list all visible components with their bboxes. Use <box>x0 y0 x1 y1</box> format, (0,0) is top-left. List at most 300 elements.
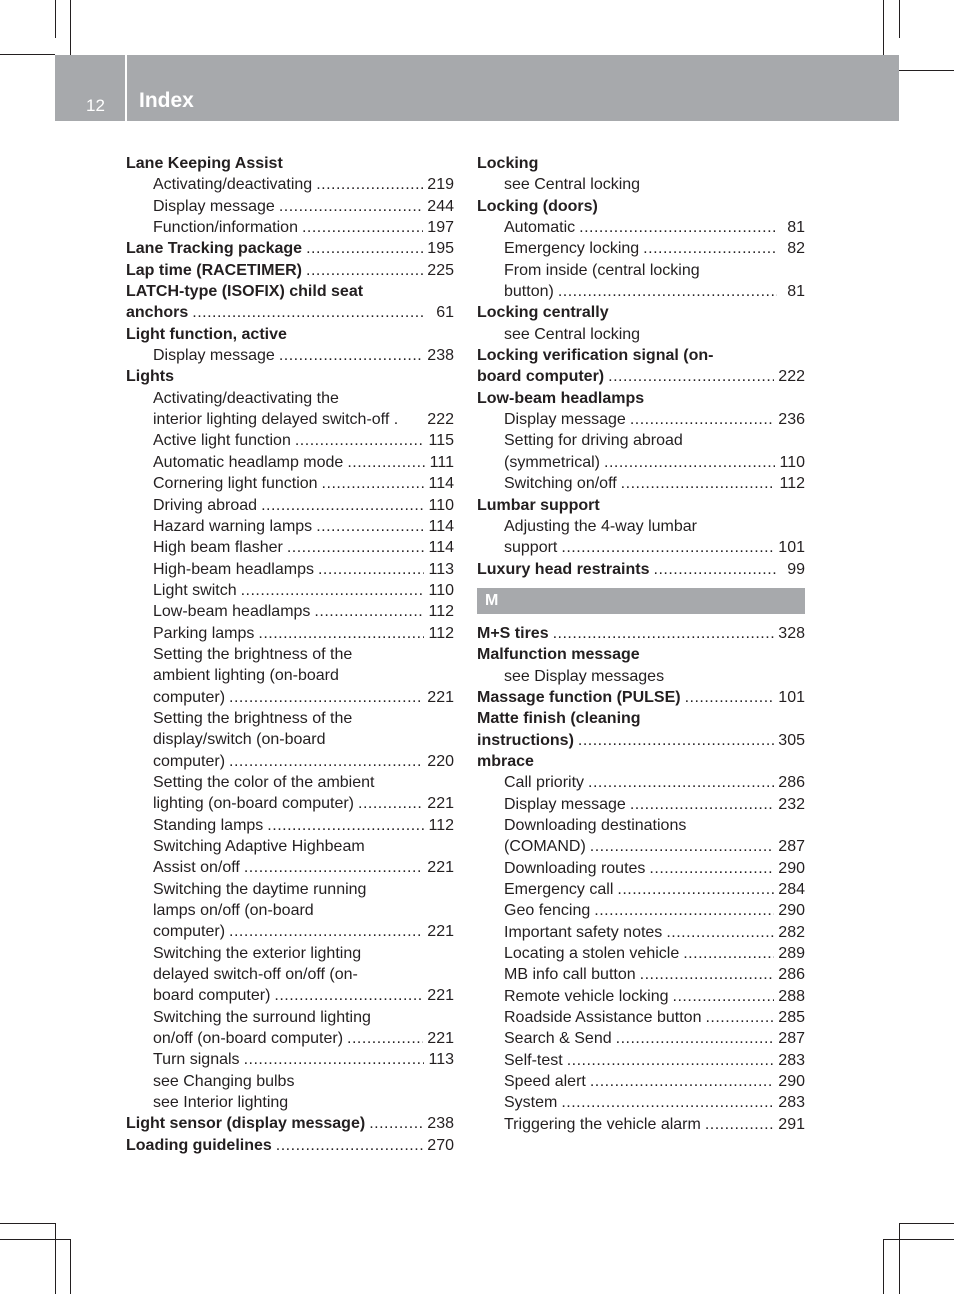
entry-text: mbrace <box>477 752 534 770</box>
page-reference: 305 <box>778 731 805 749</box>
entry-text: Standing lamps <box>153 816 264 834</box>
crop-mark <box>899 1223 954 1224</box>
index-entry <box>126 1113 454 1134</box>
index-entry <box>477 153 805 174</box>
entry-text: Display message <box>153 197 275 215</box>
index-entry <box>126 153 454 174</box>
entry-text: Automatic <box>504 219 576 237</box>
entry-text: board computer) <box>477 368 605 386</box>
page-reference: 195 <box>427 240 454 258</box>
dot-leader <box>567 1050 775 1071</box>
entry-text: Massage function (PULSE) <box>477 688 681 706</box>
dot-leader <box>630 794 774 815</box>
page-reference: 112 <box>779 475 805 493</box>
index-entry <box>477 345 805 366</box>
entry-text: Roadside Assistance button <box>504 1009 702 1027</box>
dot-leader <box>244 857 423 878</box>
index-subentry <box>126 559 454 580</box>
entry-text: display/switch (on-board <box>153 731 326 749</box>
index-subentry <box>126 409 454 430</box>
index-subentry <box>126 174 454 195</box>
page-reference: 286 <box>778 966 805 984</box>
index-subentry <box>126 1007 454 1028</box>
page-reference: 113 <box>428 560 454 578</box>
index-subentry <box>126 985 454 1006</box>
entry-text: Locking (doors) <box>477 197 598 215</box>
index-subentry <box>126 857 454 878</box>
index-entry <box>126 281 454 302</box>
index-subentry <box>477 922 805 943</box>
dot-leader <box>683 943 774 964</box>
page-reference: 221 <box>427 795 454 813</box>
index-subentry <box>126 772 454 793</box>
index-subentry <box>126 879 454 900</box>
page-reference: 114 <box>428 539 454 557</box>
dot-leader <box>666 922 774 943</box>
dot-leader <box>630 409 774 430</box>
page-reference: 221 <box>427 859 454 877</box>
index-entry <box>477 644 805 665</box>
entry-text: support <box>504 539 558 557</box>
entry-text: Automatic headlamp mode <box>153 453 344 471</box>
index-entry <box>477 708 805 729</box>
page-reference: 270 <box>427 1136 454 1154</box>
dot-leader <box>617 879 774 900</box>
index-entry <box>126 302 454 323</box>
entry-text: Lights <box>126 368 174 386</box>
dot-leader <box>279 345 423 366</box>
dot-leader <box>316 516 424 537</box>
page-reference: 111 <box>429 453 454 471</box>
entry-text: Activating/deactivating <box>153 176 313 194</box>
entry-text: Malfunction message <box>477 646 640 664</box>
dot-leader <box>322 473 425 494</box>
page-reference: 284 <box>778 881 805 898</box>
page-reference: 221 <box>427 923 454 941</box>
index-entry <box>126 260 454 281</box>
index-subentry <box>126 430 454 451</box>
page-reference: 110 <box>428 581 454 599</box>
entry-text: Lap time (RACETIMER) <box>126 261 302 279</box>
crop-mark <box>0 54 55 55</box>
entry-text: Parking lamps <box>153 624 255 642</box>
index-entry <box>477 495 805 516</box>
dot-leader <box>267 815 424 836</box>
index-subentry <box>477 452 805 473</box>
dot-leader <box>643 238 777 259</box>
index-subentry <box>126 452 454 473</box>
page-reference: 288 <box>778 987 805 1005</box>
page-reference: 101 <box>778 539 805 557</box>
dot-leader <box>558 281 777 302</box>
dot-leader <box>295 430 425 451</box>
index-subentry <box>126 943 454 964</box>
dot-leader <box>244 1049 425 1070</box>
dot-leader <box>229 687 423 708</box>
entry-text: Downloading destinations <box>504 816 687 834</box>
entry-text: delayed switch-off on/off (on- <box>153 966 358 984</box>
index-subentry <box>126 388 454 409</box>
index-subentry <box>477 1028 805 1049</box>
page-reference: 291 <box>778 1115 805 1133</box>
page-reference: 219 <box>427 176 454 194</box>
crop-mark <box>883 1240 884 1294</box>
page-reference: 290 <box>778 859 805 877</box>
dot-leader <box>229 751 423 772</box>
page-reference: 112 <box>428 603 454 621</box>
dot-leader <box>347 452 425 473</box>
entry-text: MB info call button <box>504 966 636 984</box>
page-reference: 289 <box>778 945 805 963</box>
index-entry <box>477 623 805 644</box>
index-subentry <box>126 836 454 857</box>
entry-text: Locking <box>477 155 539 172</box>
page-reference: 286 <box>778 774 805 792</box>
index-subentry <box>126 196 454 217</box>
index-subentry <box>126 601 454 622</box>
entry-text: Driving abroad <box>153 496 258 514</box>
entry-text: computer) <box>153 752 226 770</box>
index-entry <box>126 238 454 259</box>
index-subentry <box>477 943 805 964</box>
dot-leader <box>241 580 425 601</box>
crop-mark <box>0 1223 55 1224</box>
dot-leader <box>561 1092 774 1113</box>
dot-leader <box>306 238 423 259</box>
index-subentry <box>126 516 454 537</box>
entry-text: button) <box>504 283 554 301</box>
index-subentry <box>126 495 454 516</box>
index-entry <box>477 302 805 323</box>
entry-text: Remote vehicle locking <box>504 987 669 1005</box>
index-subentry <box>477 879 805 900</box>
entry-text: Emergency call <box>504 881 614 898</box>
entry-text: Geo fencing <box>504 902 591 920</box>
dot-leader <box>640 964 775 985</box>
page-title: Index <box>139 89 194 112</box>
index-subentry <box>126 1049 454 1070</box>
index-subentry <box>477 174 805 195</box>
page-reference: 114 <box>428 517 454 535</box>
crop-mark <box>899 0 900 38</box>
index-subentry <box>126 1092 454 1113</box>
dot-leader <box>302 217 423 238</box>
page-reference: 238 <box>427 1115 454 1133</box>
page-reference: 232 <box>778 795 805 813</box>
page-reference: 287 <box>778 1030 805 1048</box>
index-subentry <box>477 772 805 793</box>
entry-text: From inside (central locking <box>504 261 700 279</box>
index-entry <box>477 559 805 580</box>
entry-text: Light function, active <box>126 325 287 343</box>
page-reference: 197 <box>427 219 454 237</box>
crop-mark <box>899 70 954 71</box>
entry-text: Low-beam headlamps <box>477 389 645 407</box>
entry-text: Switching the surround lighting <box>153 1008 371 1026</box>
entry-text: Cornering light function <box>153 475 318 493</box>
index-subentry <box>477 430 805 451</box>
index-subentry <box>126 729 454 750</box>
entry-text: interior lighting delayed switch-off . <box>153 411 399 429</box>
entry-text: Downloading routes <box>504 859 646 877</box>
crop-mark <box>883 0 884 55</box>
dot-leader <box>604 452 775 473</box>
crop-mark <box>899 1223 900 1294</box>
index-subentry <box>126 644 454 665</box>
index-subentry <box>126 537 454 558</box>
entry-text: Display message <box>504 411 626 429</box>
entry-text: Setting the brightness of the <box>153 709 353 727</box>
index-entry <box>477 388 805 409</box>
index-subentry <box>477 1071 805 1092</box>
page-reference: 101 <box>778 688 805 706</box>
dot-leader <box>358 793 423 814</box>
index-subentry <box>477 900 805 921</box>
crop-mark <box>0 1239 71 1240</box>
index-subentry <box>477 537 805 558</box>
index-subentry <box>477 836 805 857</box>
entry-text: Lumbar support <box>477 496 600 514</box>
entry-text: Loading guidelines <box>126 1136 272 1154</box>
page-reference: 236 <box>778 411 805 429</box>
page-reference: 222 <box>778 368 805 386</box>
index-subentry <box>126 751 454 772</box>
page-reference: 81 <box>787 219 805 237</box>
index-subentry <box>477 666 805 687</box>
entry-text: see Central locking <box>504 176 641 194</box>
index-subentry <box>477 238 805 259</box>
index-subentry <box>477 1007 805 1028</box>
page-reference: 221 <box>427 1030 454 1048</box>
index-entry <box>477 196 805 217</box>
entry-text: Locating a stolen vehicle <box>504 945 680 963</box>
dot-leader <box>318 559 425 580</box>
entry-text: board computer) <box>153 987 271 1005</box>
entry-text: Turn signals <box>153 1051 240 1069</box>
entry-text: Setting for driving abroad <box>504 432 683 450</box>
dot-leader <box>594 900 774 921</box>
dot-leader <box>347 1028 423 1049</box>
entry-text: Search & Send <box>504 1030 612 1048</box>
index-column-right <box>477 153 805 1135</box>
entry-text: Switching on/off <box>504 475 617 493</box>
index-subentry <box>126 217 454 238</box>
index-subentry <box>126 687 454 708</box>
dot-leader <box>616 1028 775 1049</box>
entry-text: Activating/deactivating the <box>153 389 339 407</box>
index-subentry <box>477 794 805 815</box>
index-subentry <box>477 1114 805 1135</box>
entry-text: see Display messages <box>504 667 665 685</box>
dot-leader <box>306 260 423 281</box>
dot-leader <box>274 985 423 1006</box>
index-subentry <box>477 1050 805 1071</box>
entry-text: anchors <box>126 304 189 322</box>
dot-leader <box>287 537 425 558</box>
index-subentry <box>477 473 805 494</box>
index-subentry <box>126 473 454 494</box>
page-reference: 283 <box>778 1094 805 1112</box>
crop-mark <box>55 1223 56 1294</box>
index-subentry <box>126 665 454 686</box>
index-entry <box>477 751 805 772</box>
index-subentry <box>477 986 805 1007</box>
dot-leader <box>258 623 424 644</box>
index-subentry <box>477 260 805 281</box>
entry-text: Light switch <box>153 581 237 599</box>
page-reference: 112 <box>428 624 454 642</box>
dot-leader <box>590 1071 774 1092</box>
page-reference: 114 <box>428 475 454 493</box>
dot-leader <box>649 858 774 879</box>
entry-text: computer) <box>153 923 226 941</box>
index-subentry <box>477 858 805 879</box>
entry-text: see Interior lighting <box>153 1094 289 1112</box>
entry-text: Switching the exterior lighting <box>153 944 362 962</box>
index-subentry <box>126 1028 454 1049</box>
entry-text: Locking centrally <box>477 304 609 322</box>
index-entry <box>477 730 805 751</box>
entry-text: Low-beam headlamps <box>153 603 311 621</box>
index-subentry <box>126 921 454 942</box>
page-reference: 290 <box>778 902 805 920</box>
dot-leader <box>553 623 775 644</box>
dot-leader <box>192 302 426 323</box>
page-reference: 61 <box>436 304 454 322</box>
dot-leader <box>673 986 775 1007</box>
index-subentry <box>477 1092 805 1113</box>
page-reference: 82 <box>787 240 805 258</box>
index-subentry <box>126 815 454 836</box>
index-subentry <box>477 964 805 985</box>
dot-leader <box>588 772 774 793</box>
page-reference: 238 <box>427 347 454 365</box>
entry-text: High-beam headlamps <box>153 560 314 578</box>
dot-leader <box>314 601 424 622</box>
entry-text: see Central locking <box>504 325 641 343</box>
dot-leader <box>654 559 778 580</box>
index-entry <box>126 366 454 387</box>
index-subentry <box>477 815 805 836</box>
index-entry <box>477 366 805 387</box>
entry-text: Luxury head restraints <box>477 560 650 578</box>
page-reference: 115 <box>428 432 454 450</box>
entry-text: instructions) <box>477 731 574 749</box>
dot-leader <box>561 537 774 558</box>
entry-text: Lane Tracking package <box>126 240 303 258</box>
crop-mark <box>70 1240 71 1294</box>
entry-text: computer) <box>153 688 226 706</box>
page-reference: 225 <box>427 261 454 279</box>
dot-leader <box>261 495 424 516</box>
entry-text: Adjusting the 4-way lumbar <box>504 517 697 535</box>
page-reference: 220 <box>427 752 454 770</box>
index-subentry <box>126 900 454 921</box>
entry-text: Lane Keeping Assist <box>126 155 283 172</box>
page-reference: 221 <box>427 987 454 1005</box>
index-subentry <box>477 217 805 238</box>
dot-leader <box>316 174 423 195</box>
page-reference: 244 <box>427 197 454 215</box>
page-reference: 112 <box>428 816 454 834</box>
entry-text: see Changing bulbs <box>153 1072 295 1090</box>
index-entry <box>126 1135 454 1156</box>
index-list-l <box>477 153 805 580</box>
index-subentry <box>477 324 805 345</box>
entry-text: (COMAND) <box>504 838 586 856</box>
entry-text: (symmetrical) <box>504 453 600 471</box>
header-divider <box>125 55 127 121</box>
dot-leader <box>579 217 777 238</box>
page-reference: 81 <box>787 283 805 301</box>
index-subentry <box>126 708 454 729</box>
entry-text: Active light function <box>153 432 291 450</box>
entry-text: Switching Adaptive Highbeam <box>153 838 365 855</box>
dot-leader <box>279 196 423 217</box>
index-list-m <box>477 623 805 1135</box>
dot-leader <box>685 687 775 708</box>
index-subentry <box>126 964 454 985</box>
entry-text: LATCH-type (ISOFIX) child seat <box>126 283 364 301</box>
entry-text: Assist on/off <box>153 859 240 877</box>
page-reference: 222 <box>427 411 454 429</box>
dot-leader <box>276 1135 424 1156</box>
page-reference: 113 <box>428 1051 454 1069</box>
page-reference: 282 <box>778 923 805 941</box>
entry-text: Setting the color of the ambient <box>153 773 375 791</box>
index-subentry <box>126 623 454 644</box>
dot-leader <box>608 366 774 387</box>
entry-text: Emergency locking <box>504 240 640 258</box>
entry-text: Important safety notes <box>504 923 663 941</box>
index-subentry <box>126 1071 454 1092</box>
entry-text: High beam flasher <box>153 539 283 557</box>
entry-text: Setting the brightness of the <box>153 645 353 663</box>
index-column-left <box>126 153 454 1156</box>
entry-text: M+S tires <box>477 624 549 642</box>
dot-leader <box>590 836 775 857</box>
index-entry <box>126 324 454 345</box>
dot-leader <box>229 921 423 942</box>
entry-text: Display message <box>153 347 275 365</box>
page-reference: 283 <box>778 1051 805 1069</box>
entry-text: lighting (on-board computer) <box>153 795 354 813</box>
dot-leader <box>621 473 776 494</box>
entry-text: Matte finish (cleaning <box>477 710 641 728</box>
entry-text: Self-test <box>504 1051 563 1069</box>
index-subentry <box>126 345 454 366</box>
entry-text: Switching the daytime running <box>153 880 367 898</box>
page-reference: 285 <box>778 1009 805 1027</box>
index-subentry <box>477 281 805 302</box>
page-reference: 110 <box>779 453 805 471</box>
index-subentry <box>126 793 454 814</box>
page-number: 12 <box>86 96 105 115</box>
dot-leader <box>369 1113 423 1134</box>
page-reference: 328 <box>778 624 805 642</box>
entry-text: Display message <box>504 795 626 813</box>
entry-text: ambient lighting (on-board <box>153 667 339 685</box>
entry-text: Triggering the vehicle alarm <box>504 1115 701 1133</box>
entry-text: Hazard warning lamps <box>153 517 313 535</box>
entry-text: Light sensor (display message) <box>126 1115 366 1133</box>
entry-text: lamps on/off (on-board <box>153 902 314 920</box>
entry-text: on/off (on-board computer) <box>153 1030 344 1048</box>
index-entry <box>477 687 805 708</box>
dot-leader <box>705 1114 774 1135</box>
entry-text: Call priority <box>504 774 585 792</box>
section-letter-bar: M <box>477 588 805 614</box>
